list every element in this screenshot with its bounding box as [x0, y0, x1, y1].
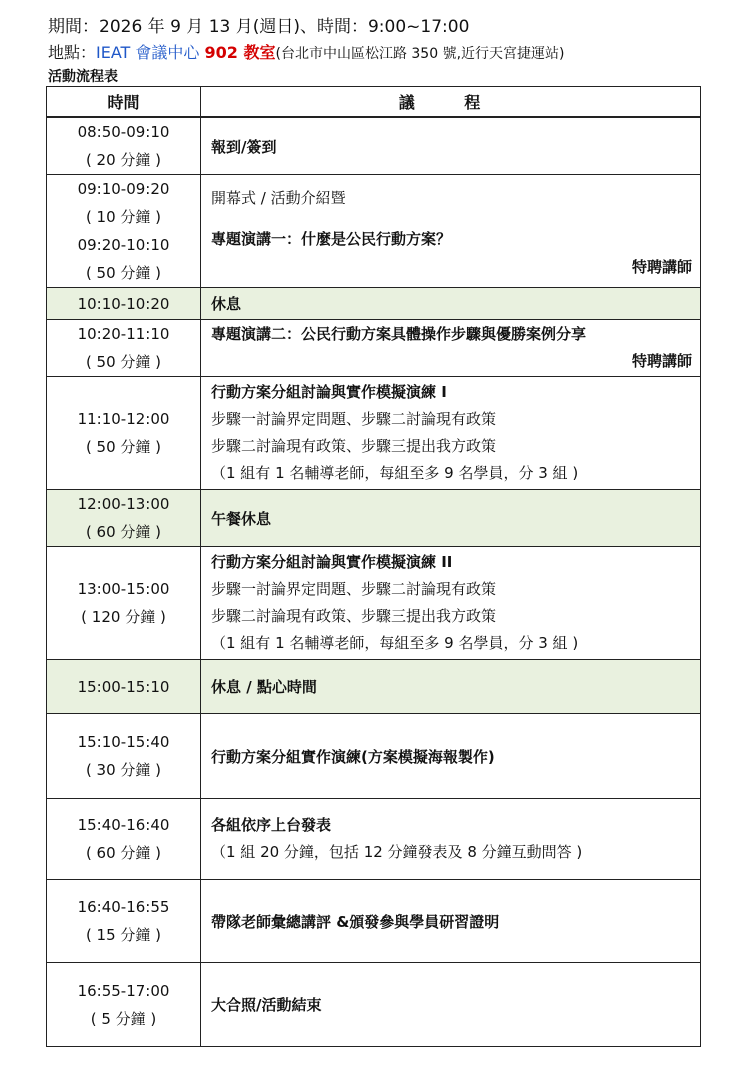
duration: ( 50 分鐘 ) [85, 264, 162, 282]
col-agenda-header [201, 87, 701, 118]
speaker-label: 特聘講師 [631, 352, 692, 370]
agenda-item: 開幕式 / 活動介紹暨 [211, 188, 346, 207]
time-range: 08:50-09:10 [77, 123, 170, 141]
time-range: 12:00-13:00 [77, 495, 170, 513]
agenda-cell [201, 547, 701, 660]
time-cell [47, 490, 201, 547]
duration: ( 50 分鐘 ) [85, 438, 162, 456]
col-agenda-label: 議 程 [398, 93, 503, 112]
time-cell [47, 714, 201, 799]
time-cell [47, 547, 201, 660]
agenda-cell [201, 377, 701, 490]
time-cell [47, 963, 201, 1047]
table-row [47, 117, 701, 175]
agenda-note: （1 組有 1 名輔導老師，每組至多 9 名學員，分 3 組 ) [211, 464, 579, 482]
agenda-step: 步驟一討論界定問題、步驟二討論現有政策 [211, 580, 497, 598]
duration: ( 15 分鐘 ) [85, 926, 162, 944]
table-header-row [47, 87, 701, 118]
agenda-item: 專題演講二：公民行動方案具體操作步驟與優勝案例分享 [211, 325, 587, 343]
time-cell [47, 880, 201, 963]
speaker-label: 特聘講師 [631, 257, 692, 276]
agenda-cell: 午餐休息 [201, 490, 701, 547]
table-row [47, 175, 701, 288]
table-row [47, 377, 701, 490]
duration: ( 30 分鐘 ) [85, 761, 162, 779]
date-time-line: 期間：2026 年 9 月 13 月(週日)、時間：9:00~17:00 [48, 17, 470, 37]
time-cell: 15:00-15:10 [47, 660, 201, 714]
agenda-cell: 休息 / 點心時間 [201, 660, 701, 714]
duration: ( 50 分鐘 ) [85, 353, 162, 371]
time-range: 15:10-15:40 [77, 733, 170, 751]
table-row [47, 490, 701, 547]
agenda-cell [201, 175, 701, 288]
table-row [47, 963, 701, 1047]
duration: ( 60 分鐘 ) [85, 844, 162, 862]
table-row [47, 288, 701, 320]
table-row [47, 880, 701, 963]
duration: ( 60 分鐘 ) [85, 523, 162, 541]
location-line [48, 40, 564, 63]
time-cell [47, 799, 201, 880]
agenda-cell: 報到/簽到 [201, 117, 701, 175]
agenda-cell: 休息 [201, 288, 701, 320]
time-range: 13:00-15:00 [77, 580, 170, 598]
table-row [47, 714, 701, 799]
duration: ( 10 分鐘 ) [85, 208, 162, 226]
agenda-note: （1 組 20 分鐘，包括 12 分鐘發表及 8 分鐘互動問答 ) [211, 843, 583, 861]
time-cell [47, 377, 201, 490]
time-range: 11:10-12:00 [77, 410, 170, 428]
agenda-cell: 行動方案分組實作演練(方案模擬海報製作) [201, 714, 701, 799]
agenda-step: 步驟二討論現有政策、步驟三提出我方政策 [211, 607, 497, 625]
agenda-cell: 大合照/活動結束 [201, 963, 701, 1047]
schedule-table [46, 86, 701, 1047]
agenda-title: 行動方案分組討論與實作模擬演練 I [211, 383, 447, 401]
time-range: 09:10-09:20 [77, 180, 170, 198]
time-cell [47, 320, 201, 377]
time-cell [47, 175, 201, 288]
agenda-cell [201, 799, 701, 880]
agenda-note: （1 組有 1 名輔導老師，每組至多 9 名學員，分 3 組 ) [211, 634, 579, 652]
table-row [47, 799, 701, 880]
time-range: 09:20-10:10 [77, 236, 170, 254]
time-cell: 10:10-10:20 [47, 288, 201, 320]
location-address: (台北市中山區松江路 350 號,近行天宮捷運站) [275, 46, 565, 62]
table-row [47, 660, 701, 714]
table-row [47, 320, 701, 377]
agenda-item: 各組依序上台發表 [211, 816, 332, 834]
agenda-step: 步驟一討論界定問題、步驟二討論現有政策 [211, 410, 497, 428]
time-range: 16:55-17:00 [77, 981, 170, 1000]
duration: ( 120 分鐘 ) [81, 608, 166, 626]
duration: ( 20 分鐘 ) [85, 151, 162, 169]
time-range: 16:40-16:55 [77, 898, 170, 916]
table-row [47, 547, 701, 660]
time-cell [47, 117, 201, 175]
agenda-cell: 帶隊老師彙總講評 &頒發參與學員研習證明 [201, 880, 701, 963]
agenda-title: 行動方案分組討論與實作模擬演練 II [211, 553, 453, 571]
agenda-step: 步驟二討論現有政策、步驟三提出我方政策 [211, 437, 497, 455]
agenda-cell [201, 320, 701, 377]
time-range: 15:40-16:40 [77, 816, 170, 834]
location-org: IEAT 會議中心 [96, 43, 205, 62]
location-label: 地點： [48, 43, 97, 62]
time-range: 10:20-11:10 [77, 325, 170, 343]
schedule-title: 活動流程表 [48, 69, 118, 85]
col-time-header: 時間 [47, 87, 201, 118]
agenda-item: 專題演講一：什麼是公民行動方案？ [211, 229, 452, 248]
duration: ( 5 分鐘 ) [90, 1009, 157, 1028]
location-room: 902 教室 [204, 43, 276, 62]
